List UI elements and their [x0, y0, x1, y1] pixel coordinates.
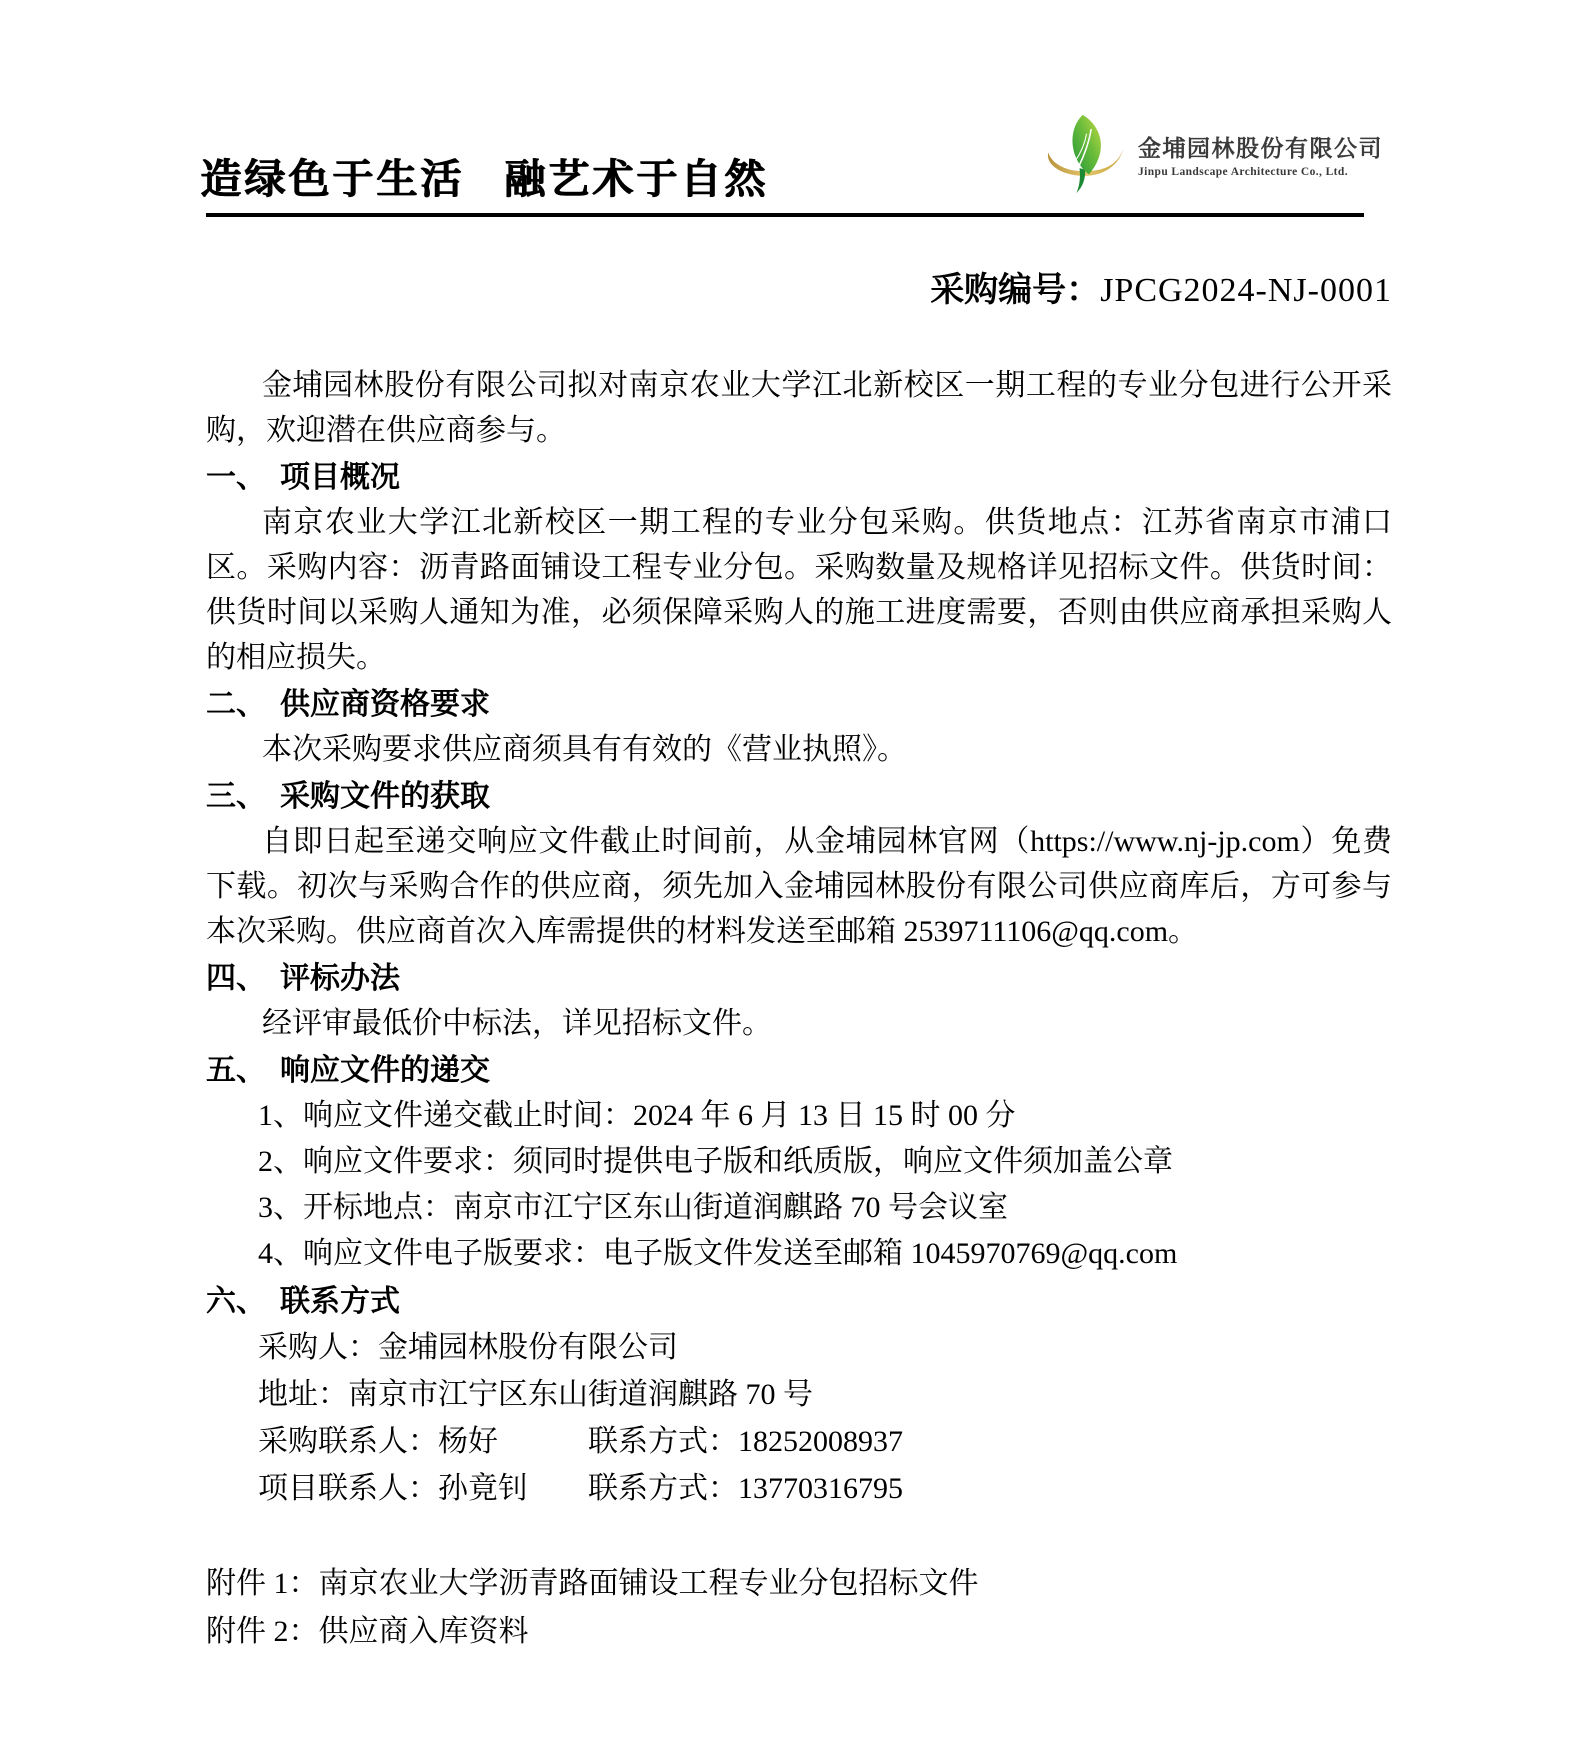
document-body: [206, 268, 1392, 1656]
contact-phone: 联系方式：13770316795: [588, 1472, 903, 1505]
contact-phone: 联系方式：18252008937: [588, 1425, 903, 1458]
company-name-cn: 金埔园林股份有限公司: [1138, 135, 1383, 161]
list-item: 4、响应文件电子版要求：电子版文件发送至邮箱 1045970769@qq.com: [258, 1237, 1178, 1270]
section-number: 二、: [206, 688, 266, 721]
company-name-en: Jinpu Landscape Architecture Co., Ltd.: [1138, 166, 1348, 178]
section-title: 项目概况: [280, 461, 400, 494]
section-number: 六、: [206, 1285, 266, 1318]
procurement-number: [206, 268, 1392, 313]
section-heading-3: [206, 774, 1392, 819]
attachment-line: 附件 1：南京农业大学沥青路面铺设工程专业分包招标文件: [206, 1567, 979, 1600]
leaf-logo-icon: [1042, 108, 1128, 200]
contact-info: [206, 1324, 1392, 1512]
slogan-part-1: 造绿色于生活: [200, 156, 464, 202]
section-title: 联系方式: [280, 1285, 400, 1318]
attachments-list: [206, 1560, 1392, 1656]
section-title: 响应文件的递交: [280, 1054, 490, 1087]
procurement-number-label: 采购编号：: [930, 272, 1101, 309]
list-item: 1、响应文件递交截止时间：2024 年 6 月 13 日 15 时 00 分: [258, 1099, 1016, 1132]
submission-requirements-list: [206, 1093, 1392, 1277]
contact-row: [206, 1465, 1392, 1512]
section-number: 三、: [206, 780, 266, 813]
section-number: 一、: [206, 461, 266, 494]
attachment-line: 附件 2：供应商入库资料: [206, 1615, 529, 1648]
section-number: 五、: [206, 1054, 266, 1087]
section-heading-2: [206, 682, 1392, 727]
contact-person: 项目联系人：孙竟钊: [258, 1472, 528, 1505]
header-divider: [206, 213, 1364, 217]
section-title: 采购文件的获取: [280, 780, 490, 813]
intro-paragraph: 金埔园林股份有限公司拟对南京农业大学江北新校区一期工程的专业分包进行公开采购，欢迎潜在供应商参与。: [206, 369, 1392, 447]
section-body-1: 南京农业大学江北新校区一期工程的专业分包采购。供货地点：江苏省南京市浦口区。采购内容：沥青路面铺设工程专业分包。采购数量及规格详见招标文件。供货时间：供货时间以采购人通知为准，必须保障采购人的施工进度需要，否则由供应商承担采购人的相应损失。: [206, 506, 1392, 674]
section-body-2: 本次采购要求供应商须具有有效的《营业执照》。: [262, 733, 907, 766]
procurement-number-value: JPCG2024-NJ-0001: [1100, 272, 1392, 309]
company-slogan: [200, 146, 768, 205]
purchaser-line: 采购人：金埔园林股份有限公司: [258, 1331, 678, 1364]
section-body-3: 自即日起至递交响应文件截止时间前，从金埔园林官网（https://www.nj-jp.com）免费下载。初次与采购合作的供应商，须先加入金埔园林股份有限公司供应商库后，方可参与本次采购。供应商首次入库需提供的材料发送至邮箱 2539711106@qq.com。: [206, 825, 1392, 948]
section-heading-1: [206, 455, 1392, 500]
slogan-part-2: 融艺术于自然: [504, 156, 768, 202]
section-heading-5: [206, 1048, 1392, 1093]
contact-person: 采购联系人：杨好: [258, 1425, 498, 1458]
section-heading-4: [206, 956, 1392, 1001]
address-line: 地址：南京市江宁区东山街道润麒路 70 号: [258, 1378, 813, 1411]
contact-row: [206, 1418, 1392, 1465]
section-number: 四、: [206, 962, 266, 995]
list-item: 2、响应文件要求：须同时提供电子版和纸质版，响应文件须加盖公章: [258, 1145, 1173, 1178]
section-title: 评标办法: [280, 962, 400, 995]
company-logo-text: [1138, 130, 1383, 178]
list-item: 3、开标地点：南京市江宁区东山街道润麒路 70 号会议室: [258, 1191, 1008, 1224]
section-body-4: 经评审最低价中标法，详见招标文件。: [262, 1007, 772, 1040]
section-title: 供应商资格要求: [280, 688, 490, 721]
section-heading-6: [206, 1279, 1392, 1324]
company-logo: [1042, 108, 1383, 200]
